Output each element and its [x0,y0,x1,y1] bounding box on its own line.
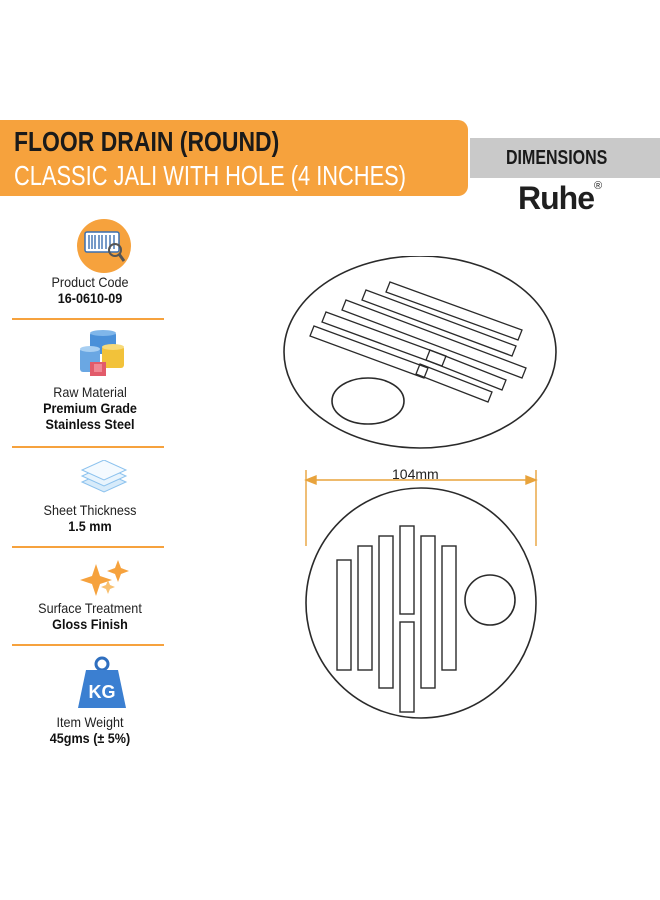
divider [12,546,164,548]
divider [12,644,164,646]
spec-raw-material [0,384,180,432]
spec-value: 1.5 mm [68,518,112,534]
divider [12,318,164,320]
title-banner [0,120,468,196]
weight-icon [74,656,130,717]
weight-unit-text: KG [88,682,116,702]
product-title: FLOOR DRAIN (ROUND) [14,126,280,157]
spec-surface-treatment [0,600,180,632]
spec-product-code [0,274,180,306]
spec-value: 45gms (± 5%) [49,730,131,746]
perspective-view [284,256,556,448]
front-view [306,488,536,718]
dimensions-tag [470,138,660,178]
sparkle-icon [76,556,132,601]
spec-value-line: Premium Grade [43,400,137,416]
spec-sheet-thickness [0,502,180,534]
dimensions-label: DIMENSIONS [506,147,608,169]
raw-material-icon [76,328,132,387]
spec-label: Sheet Thickness [43,502,137,518]
brand-logo [518,180,601,217]
brand-name: Ruhe [518,180,594,216]
spec-value: Gloss Finish [52,616,128,632]
spec-label: Surface Treatment [38,600,142,616]
spec-label: Raw Material [53,384,127,400]
barcode-icon [74,216,134,281]
spec-item-weight [0,714,180,746]
spec-value: 16-0610-09 [57,290,123,306]
product-subtitle: CLASSIC JALI WITH HOLE (4 INCHES) [14,160,406,191]
spec-label: Item Weight [56,714,124,730]
diameter-label: 104mm [392,466,439,482]
spec-value-line: Stainless Steel [45,416,135,432]
divider [12,446,164,448]
brand-registered-mark: ® [594,180,602,193]
spec-label: Product Code [51,274,129,290]
technical-drawing [270,256,570,731]
sheets-icon [78,460,130,501]
